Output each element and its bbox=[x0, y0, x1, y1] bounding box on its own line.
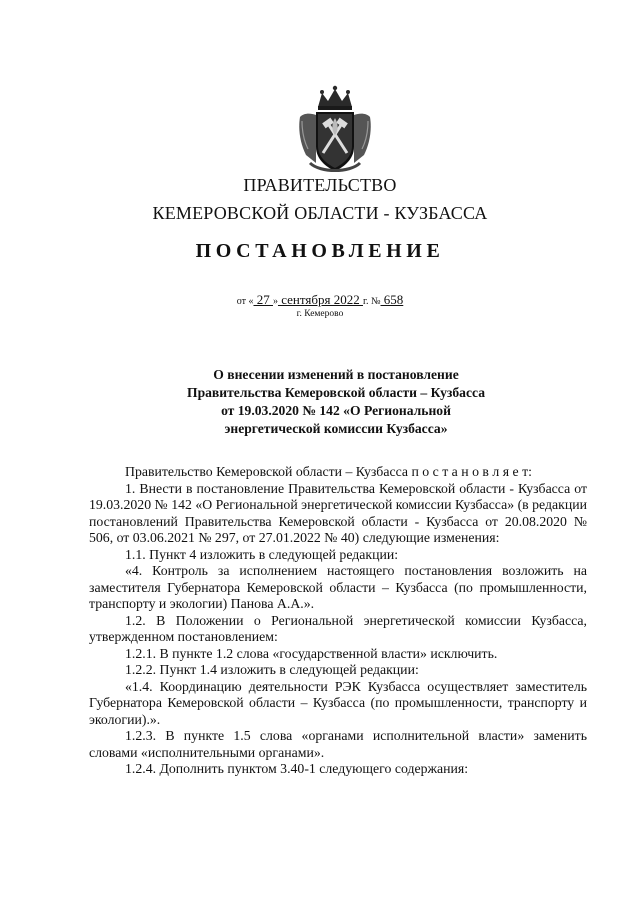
paragraph-item-1-4-text: «1.4. Координацию деятельности РЭК Кузбасса осуществляет заместитель Губернатора Кемеровской области – Кузбасса (по промышленности, транспорту и экологии).». bbox=[89, 678, 587, 727]
paragraph-item-1-2-1: 1.2.1. В пункте 1.2 слова «государственной власти» исключить. bbox=[125, 645, 498, 661]
government-name-line1: ПРАВИТЕЛЬСТВО bbox=[243, 175, 397, 195]
paragraph-item-1-2: 1.2. В Положении о Региональной энергетической комиссии Кузбасса, утвержденном постановлением: bbox=[89, 612, 587, 644]
kemerovo-coat-of-arms-icon bbox=[296, 85, 374, 175]
paragraph-item-1-1: 1.1. Пункт 4 изложить в следующей редакции: bbox=[125, 546, 399, 562]
paragraph-item-1-2-3: 1.2.3. В пункте 1.5 слова «органами исполнительной власти» заменить словами «исполнительными органами». bbox=[89, 728, 587, 760]
government-name-line2: КЕМЕРОВСКОЙ ОБЛАСТИ - КУЗБАССА bbox=[152, 203, 488, 223]
paragraph-item-4-text: «4. Контроль за исполнением настоящего постановления возложить на заместителя Губернатора Кемеровской области – Кузбасса (по промышленности, транспорту и экологии) Панова А.А.». bbox=[89, 563, 587, 611]
document-body bbox=[89, 464, 587, 778]
date-month-year: сентября 2022 bbox=[277, 292, 363, 307]
city-name: г. Кемерово bbox=[296, 309, 344, 319]
document-subject bbox=[160, 366, 512, 438]
date-quote-close: » bbox=[272, 296, 278, 307]
document-number: 658 bbox=[380, 292, 404, 307]
date-year-suffix: г. bbox=[362, 296, 369, 307]
date-prefix: от « bbox=[236, 296, 254, 307]
paragraph-item-1-2-4: 1.2.4. Дополнить пунктом 3.40-1 следующего содержания: bbox=[125, 761, 469, 776]
subject-line: О внесении изменений в постановление bbox=[213, 367, 459, 382]
document-type-title: ПОСТАНОВЛЕНИЕ bbox=[195, 240, 445, 262]
subject-line: энергетической комиссии Кузбасса» bbox=[224, 421, 448, 436]
subject-line: от 19.03.2020 № 142 «О Региональной bbox=[221, 403, 451, 418]
registration-line bbox=[0, 292, 640, 308]
subject-line: Правительства Кемеровской области – Кузбасса bbox=[187, 385, 485, 400]
paragraph-item-1-2-2: 1.2.2. Пункт 1.4 изложить в следующей редакции: bbox=[125, 662, 419, 677]
date-day: 27 bbox=[253, 292, 273, 307]
number-prefix: № bbox=[368, 296, 381, 307]
paragraph-item-1: 1. Внести в постановление Правительства Кемеровской области - Кузбасса от 19.03.2020 № 142 «О Региональной энергетической комиссии Кузбасса» (в редакции постановлений Правительства Кемеровской области - Кузбасса от 20.08.2020 № 506, от 03.06.2021 № 297, от 27.01.2022 № 40) следующие изменения: bbox=[89, 480, 587, 545]
paragraph-preamble: Правительство Кемеровской области – Кузбасса п о с т а н о в л я е т: bbox=[125, 464, 532, 479]
